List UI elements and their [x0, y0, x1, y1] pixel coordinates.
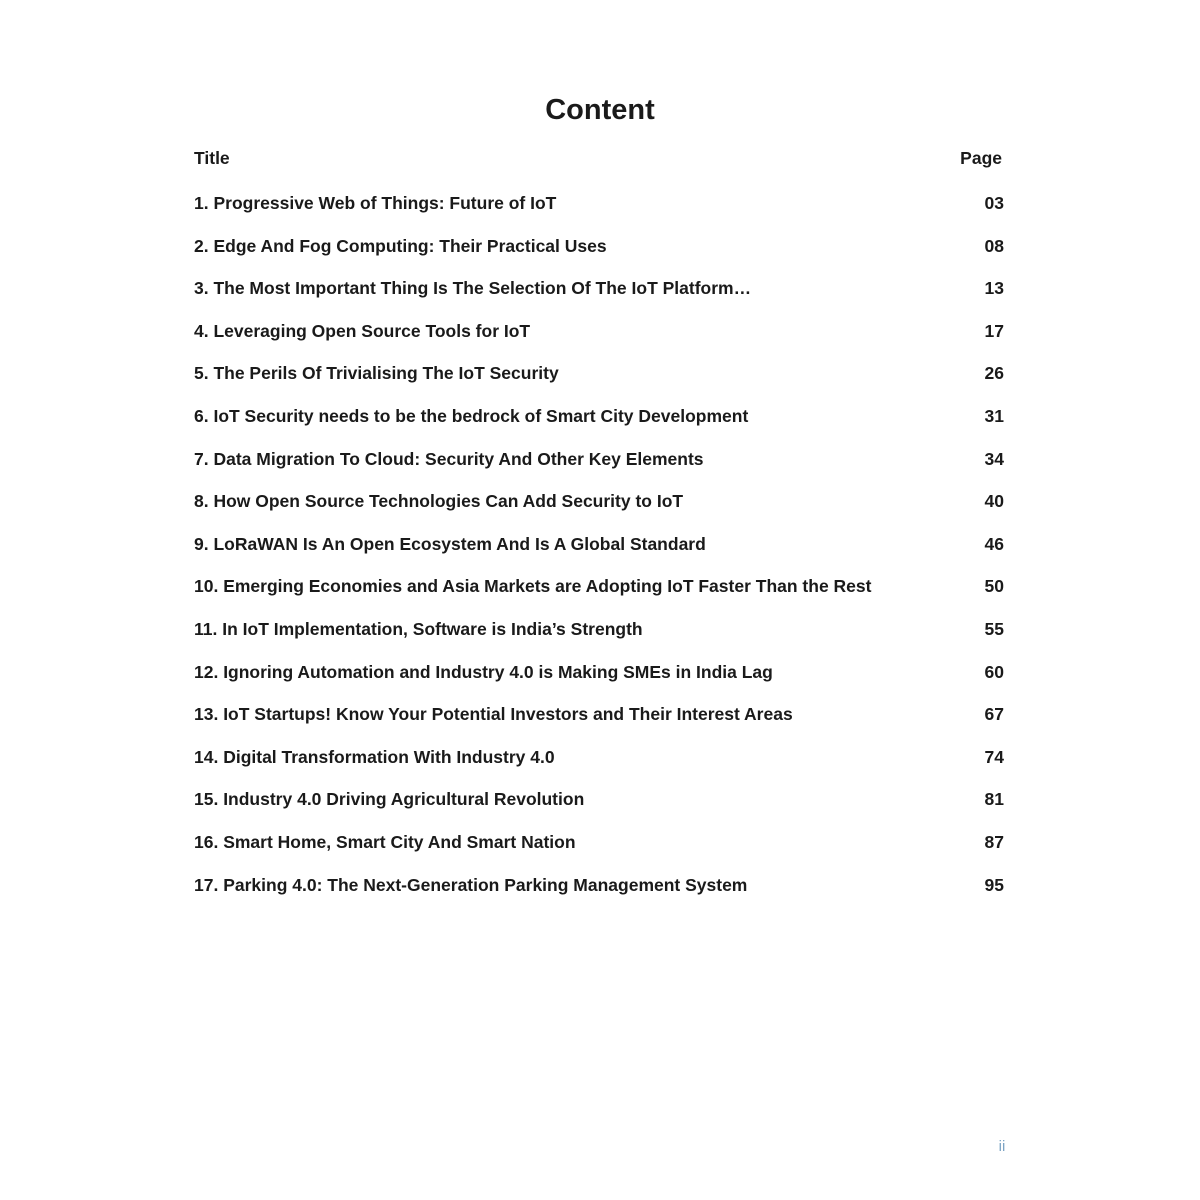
toc-entry-title: 13. IoT Startups! Know Your Potential Investors and Their Interest Areas: [194, 704, 793, 725]
toc-entry-title: 8. How Open Source Technologies Can Add Security to IoT: [194, 491, 684, 512]
toc-entry-page: 55: [984, 618, 1004, 639]
toc-entry-page: 26: [984, 363, 1004, 384]
toc-entry[interactable]: [194, 275, 1004, 318]
toc-entry-page: 03: [984, 193, 1004, 213]
toc-entry-title: 11. In IoT Implementation, Software is India’s Strength: [194, 618, 643, 639]
toc-entry-page: 60: [984, 661, 1004, 682]
toc-entry-title: 15. Industry 4.0 Driving Agricultural Revolution: [194, 789, 585, 810]
toc-entry-page: 50: [984, 576, 1004, 597]
toc-entry-page: 95: [984, 874, 1004, 895]
toc-entry-title: 1. Progressive Web of Things: Future of IoT: [194, 193, 557, 213]
toc-entry-title: 7. Data Migration To Cloud: Security And Other Key Elements: [194, 448, 704, 469]
toc-entry-page: 67: [984, 704, 1004, 725]
toc-entry[interactable]: [194, 701, 1004, 744]
toc-list: [194, 190, 1004, 914]
toc-entry[interactable]: [194, 446, 1004, 489]
title-column-label: Title: [194, 148, 230, 168]
toc-entry[interactable]: [194, 403, 1004, 446]
toc-entry-title: 5. The Perils Of Trivialising The IoT Security: [194, 363, 559, 384]
toc-entry-title: 4. Leveraging Open Source Tools for IoT: [194, 320, 531, 341]
toc-entry-title: 10. Emerging Economies and Asia Markets are Adopting IoT Faster Than the Rest: [194, 576, 872, 597]
toc-entry-title: 3. The Most Important Thing Is The Selection Of The IoT Platform…: [194, 278, 752, 299]
toc-entry-page: 81: [984, 789, 1004, 810]
toc-entry[interactable]: [194, 318, 1004, 361]
toc-entry[interactable]: [194, 360, 1004, 403]
toc-entry[interactable]: [194, 190, 1004, 233]
toc-entry[interactable]: [194, 744, 1004, 787]
toc-entry-page: 31: [984, 405, 1004, 426]
toc-entry-title: 17. Parking 4.0: The Next-Generation Parking Management System: [194, 874, 748, 895]
toc-entry-page: 34: [984, 448, 1004, 469]
toc-entry[interactable]: [194, 488, 1004, 531]
toc-entry-page: 08: [984, 235, 1004, 256]
toc-entry[interactable]: [194, 233, 1004, 276]
page-title: Content: [545, 94, 655, 126]
toc-entry-page: 46: [984, 533, 1004, 554]
toc-entry[interactable]: [194, 872, 1004, 915]
toc-entry-page: 87: [984, 831, 1004, 852]
toc-entry-page: 13: [984, 278, 1004, 299]
toc-header: [194, 148, 1004, 174]
toc-entry[interactable]: [194, 829, 1004, 872]
toc-entry-title: 16. Smart Home, Smart City And Smart Nation: [194, 831, 576, 852]
toc-entry-title: 12. Ignoring Automation and Industry 4.0 is Making SMEs in India Lag: [194, 661, 773, 682]
toc-entry-title: 14. Digital Transformation With Industry 4.0: [194, 746, 555, 767]
toc-entry-title: 6. IoT Security needs to be the bedrock of Smart City Development: [194, 405, 749, 426]
page-column-label: Page: [960, 148, 1002, 168]
toc-entry-page: 40: [984, 491, 1004, 512]
toc-entry[interactable]: [194, 659, 1004, 702]
toc-entry[interactable]: [194, 573, 1004, 616]
toc-entry-page: 74: [984, 746, 1004, 767]
page-number: ii: [998, 1138, 1006, 1155]
toc-entry[interactable]: [194, 531, 1004, 574]
toc-entry-title: 2. Edge And Fog Computing: Their Practical Uses: [194, 235, 607, 256]
toc-entry-page: 17: [984, 320, 1004, 341]
toc-entry[interactable]: [194, 786, 1004, 829]
toc-entry-title: 9. LoRaWAN Is An Open Ecosystem And Is A Global Standard: [194, 533, 706, 554]
toc-entry[interactable]: [194, 616, 1004, 659]
